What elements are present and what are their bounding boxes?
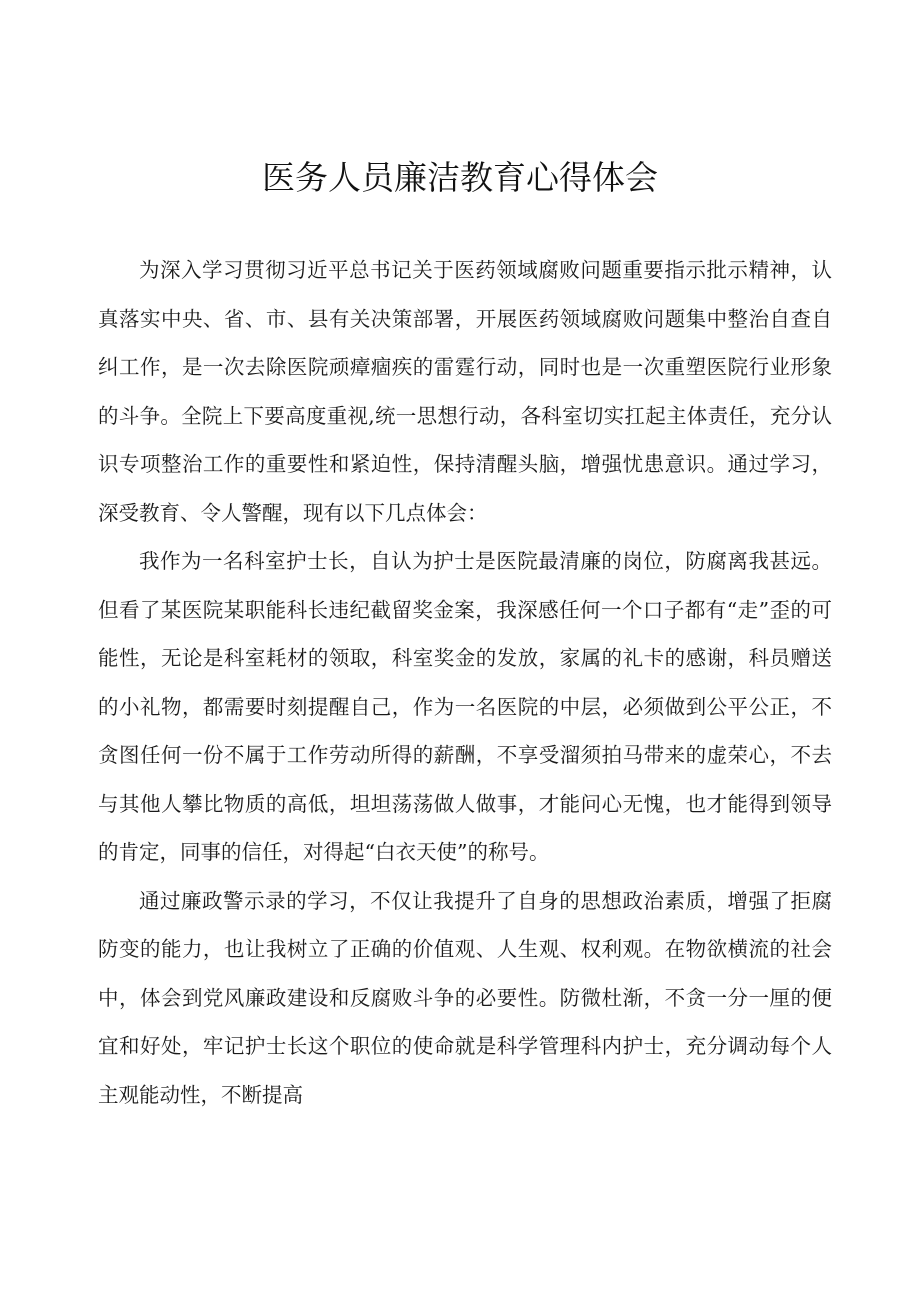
document-title: 医务人员廉洁教育心得体会 — [262, 158, 658, 197]
paragraph-head-nurse-reflection: 我作为一名科室护士长，自认为护士是医院最清廉的岗位，防腐离我甚远。但看了某医院某职能科长违纪截留奖金案，我深感任何一个口子都有“走”歪的可能性，无论是科室耗材的领取，科室奖金的发放，家属的礼卡的感谢，科员赠送的小礼物，都需要时刻提醒自己，作为一名医院的中层，必须做到公平公正，不贪图任何一份不属于工作劳动所得的薪酬，不享受溜须拍马带来的虚荣心，不去与其他人攀比物质的高低，坦坦荡荡做人做事，才能问心无愧，也才能得到领导的肯定，同事的信任，对得起“白衣天使”的称号。 — [98, 549, 832, 864]
paragraph-warning-record-study: 通过廉政警示录的学习，不仅让我提升了自身的思想政治素质，增强了拒腐防变的能力，也让我树立了正确的价值观、人生观、权利观。在物欲横流的社会中，体会到党风廉政建设和反腐败斗争的必要性。防微杜渐，不贪一分一厘的便宜和好处，牢记护士长这个职位的使命就是科学管理科内护士，充分调动每个人主观能动性，不断提高 — [98, 888, 832, 1107]
document-body — [98, 246, 832, 1119]
paragraph-intro: 为深入学习贯彻习近平总书记关于医药领域腐败问题重要指示批示精神，认真落实中央、省、市、县有关决策部署，开展医药领域腐败问题集中整治自查自纠工作，是一次去除医院顽瘴痼疾的雷霆行动，同时也是一次重塑医院行业形象的斗争。全院上下要高度重视,统一思想行动，各科室切实扛起主体责任，充分认识专项整治工作的重要性和紧迫性，保持清醒头脑，增强忧患意识。通过学习，深受教育、令人警醒，现有以下几点体会： — [98, 258, 832, 525]
